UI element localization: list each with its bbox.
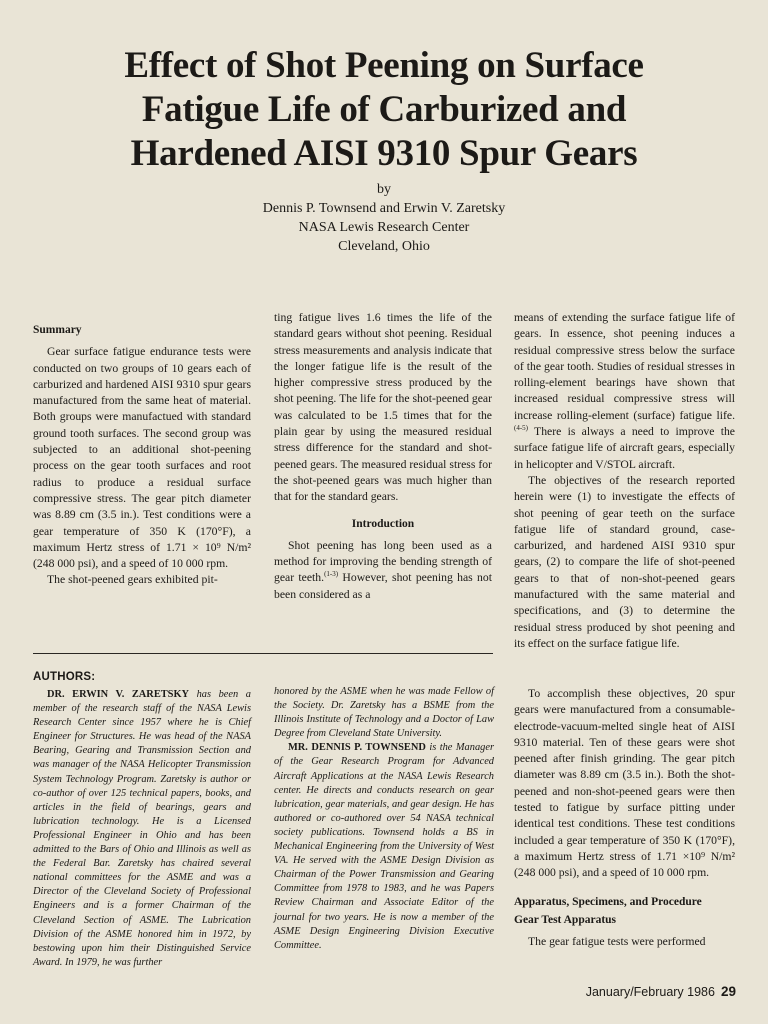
column-2 (274, 310, 492, 603)
authors-label: AUTHORS: (33, 671, 96, 683)
apparatus-paragraph-1: The gear fatigue tests were performed (528, 935, 706, 949)
byline-location: Cleveland, Ohio (338, 239, 430, 254)
intro-p1-text-a: Shot peening has long been used as a method for improving the bending strength of gear teeth. (274, 538, 492, 585)
introduction-heading: Introduction (351, 517, 415, 530)
intro-p1-text-b-continued: means of extending the surface fatigue life of gears. In essence, shot peening induces a residual compressive stress below the surface of the gear tooth. Studies of residual stresses in rolling-element bearings have shown that increased residual compressive stress will increase rolling-element (surface) fatigue life. (514, 311, 735, 422)
zaretsky-bio-continued: honored by the ASME when he was made Fellow of the Society. Dr. Zaretsky has a BSME from the Illinois Institute of Technology and a Doctor of Law Degree from Cleveland State University. (274, 686, 494, 740)
zaretsky-bio (33, 688, 251, 970)
apparatus-heading: Apparatus, Specimens, and Procedure (514, 895, 702, 908)
intro-ref-4-5: (4-5) (514, 424, 528, 433)
byline (150, 180, 618, 256)
authors-divider (33, 653, 493, 654)
introduction-paragraph-1 (274, 538, 492, 603)
intro-p1-text-c: There is always a need to improve the surface fatigue life of aircraft gears, especially in helicopter and V/STOL aircraft. (514, 425, 735, 471)
summary-column (33, 322, 251, 589)
introduction-paragraph-3: To accomplish these objectives, 20 spur gears were manufactured from a consumable-electrode-vacuum-melted single heat of AISI 9310 material. Ten of these gears were shot peened after finish grinding. The gear pitch diameter was 8.89 cm (3.5 in.). Both the shot-peened and non-shot-peened gears were then tested to fatigue by surface pitting under identical test conditions. These test conditions included a gear temperature of 350 K (170°F), a maximum Hertz stress of 1.71 ×10⁹ N/m² (248 000 psi), and a speed of 10 000 rpm. (514, 687, 735, 880)
title-line-3: Hardened AISI 9310 Spur Gears (130, 133, 638, 174)
title-line-1: Effect of Shot Peening on Surface (124, 45, 644, 86)
summary-paragraph-2: The shot-peened gears exhibited pit- (47, 573, 218, 587)
page-footer (560, 984, 736, 999)
summary-heading: Summary (33, 324, 82, 336)
summary-paragraph-1: Gear surface fatigue endurance tests were conducted on two groups of 10 gears each of carburized and hardened AISI 9310 spur gears manufactured from the same heat of material. Both groups were manufactued with standard ground tooth surfaces. The second group was subjected to an additional shot-peening process on the gear tooth surfaces and root radius to produce a residual surface compressive stress. The gear pitch diameter was 8.89 cm (3.5 in.). Test conditions were a gear temperature of 350 K (170°F), a maximum Hertz stress of 1.71 × 10⁹ N/m² (248 000 psi), and a speed of 10 000 rpm. (33, 345, 251, 571)
introduction-paragraph-2: The objectives of the research reported herein were (1) to investigate the effects of shot peening of gear teeth on the surface fatigue life of standard ground, case-carburized, and hardened AISI 9310 spur gears, (2) to compare the life of shot-peened gears to that of non-shot-peened gears manufactured with the same material and specifications, and (3) to determine the residual stress produced by shot peening and its effect on the surface fatigue life. (514, 473, 735, 650)
bio-column-2 (274, 685, 494, 953)
gear-test-apparatus-heading: Gear Test Apparatus (514, 913, 617, 926)
townsend-name: MR. DENNIS P. TOWNSEND (288, 742, 426, 754)
zaretsky-name: DR. ERWIN V. ZARETSKY (47, 689, 190, 700)
introduction-paragraph-1-continued (514, 310, 735, 473)
title-line-2: Fatigue Life of Carburized and (141, 89, 627, 130)
summary-paragraph-2-continued: ting fatigue lives 1.6 times the life of the standard gears without shot peening. Residual stress measurements and analysis indicate that the longer fatigue life is the result of the higher compressive stress produced by the shot peening. The life for the shot-peened gear was calculated to be 1.5 times that for the plain gear by using the measured residual stress difference for the standard and shot-peened gears. The measured residual stress for the shot-peened gears was much higher than that for the standard gears. (274, 311, 492, 504)
column-3-lower (514, 686, 735, 950)
byline-by: by (377, 182, 391, 197)
townsend-bio-text: is the Manager of the Gear Research Program for Advanced Aircraft Applications at the NASA Lewis Research center. He directs and conducts research on gear lubrication, gear materials, and gear design. He has authored or co-authored over 54 NASA technical society publications. Townsend holds a BS in Mechanical Engineering from the University of West VA. He served with the ASME Design Division as Chairman of the Power Transmission and Gearing Committee from 1978 to 1983, and he was Papers Review Chairman and Associate Editor of the journal for two years. He is now a member of the ASME Design Engineering Division Executive Committee. (274, 742, 494, 951)
intro-ref-1-3: (1-3) (324, 570, 339, 579)
page-number: 29 (720, 984, 736, 999)
byline-affiliation: NASA Lewis Research Center (298, 220, 470, 235)
issue-date: January/February 1986 (585, 985, 715, 999)
byline-authors: Dennis P. Townsend and Erwin V. Zaretsky (262, 201, 506, 216)
zaretsky-bio-text: has been a member of the research staff of the NASA Lewis Research Center since 1957 where he is Chief Engineer for Structures. He was head of the NASA Bearing, Gearing and Transmission Section and was manager of the NASA Helicopter Transmission System Technology Program. Zaretsky is author or co-author of over 125 technical papers, books, and articles in the field of bearings, gears and lubrication technology. He is a Licensed Professional Engineer in Ohio and has been admitted to the Bars of Ohio and Illinois as well as the Federal Bar. Zaretsky has chaired several national committees for the ASME and was a Director of the Cleveland Society of Professional Engineers and is a former Chairman of the Cleveland Section of ASME. The Lubrication Division of the ASME honored him in 1972, by bestowing upon him their Distinguished Service Award. In 1979, he was further (33, 689, 251, 968)
article-title (60, 44, 708, 176)
townsend-bio (274, 741, 494, 952)
intro-p1-text-b: However, shot peening has not been considered as a (274, 571, 492, 601)
column-3 (514, 310, 735, 652)
